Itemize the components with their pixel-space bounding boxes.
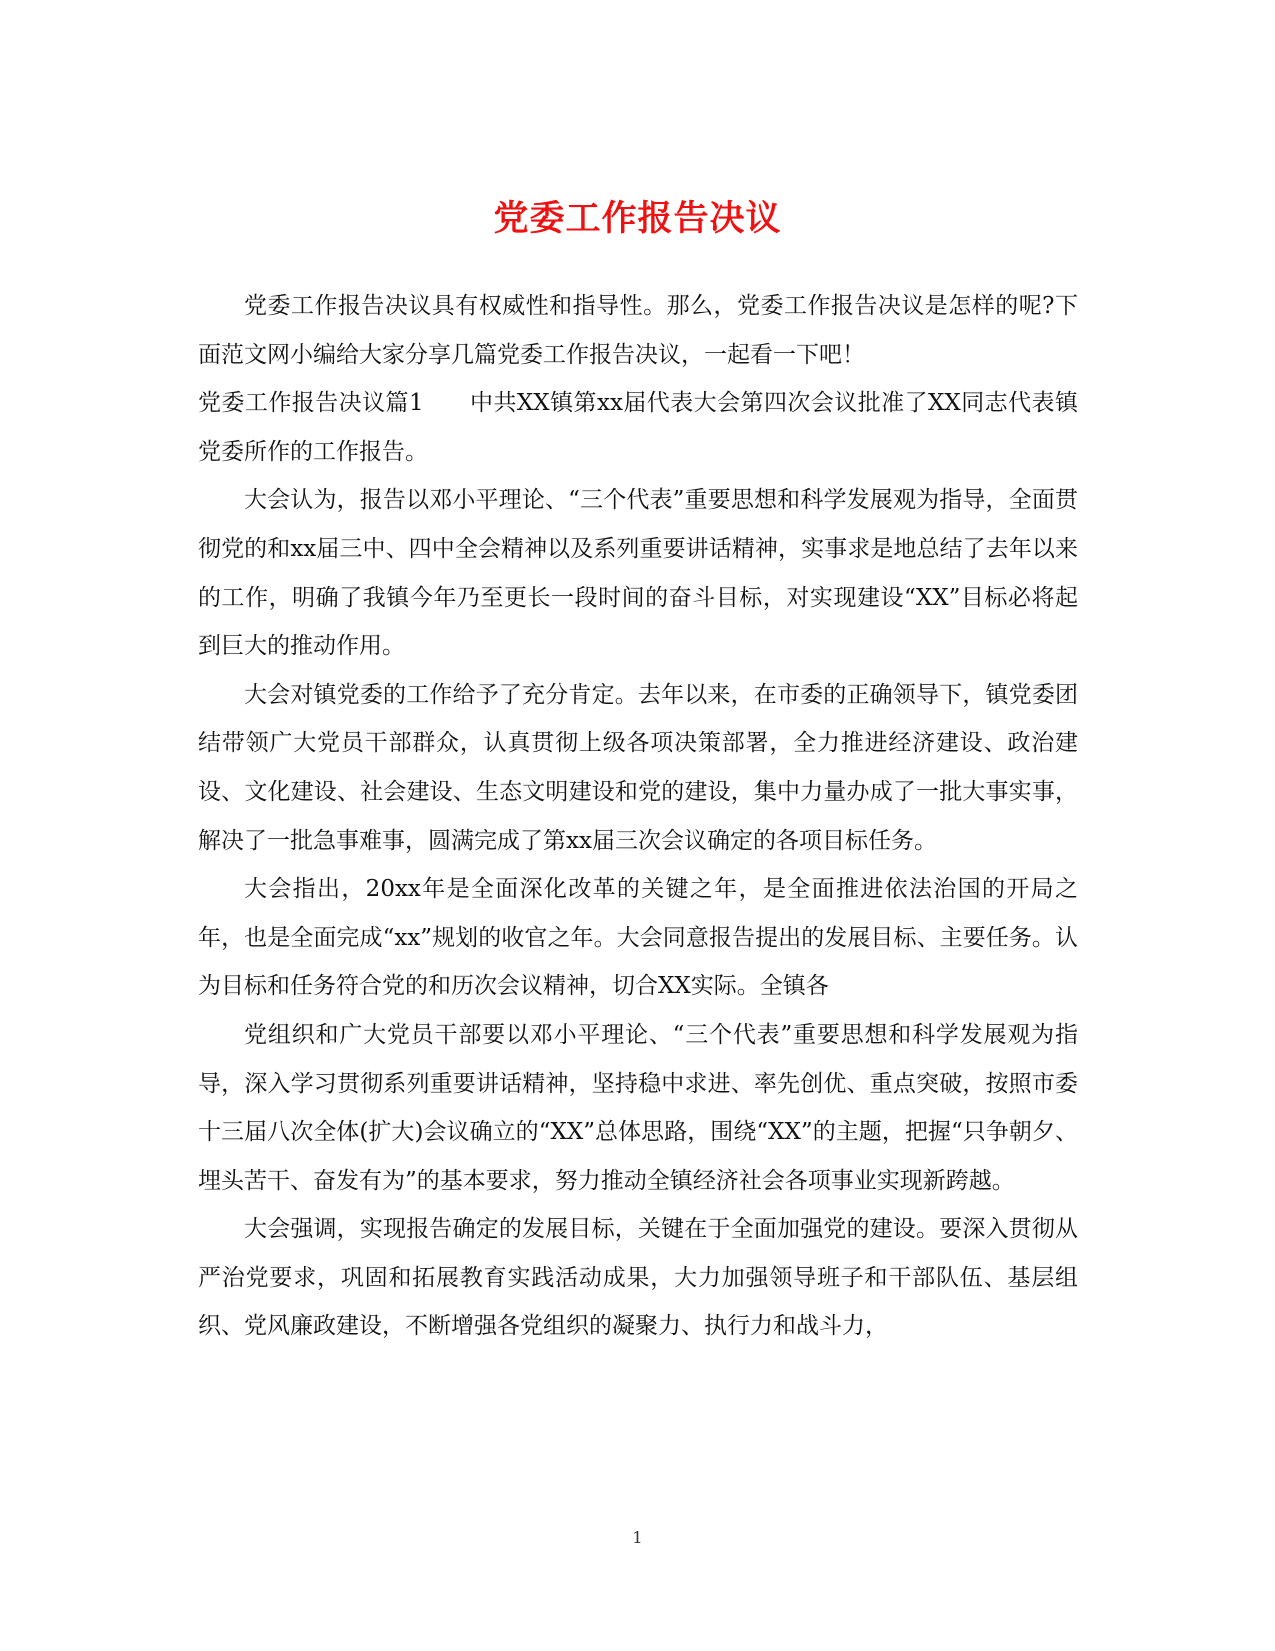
body-paragraph-2: 大会对镇党委的工作给予了充分肯定。去年以来，在市委的正确领导下，镇党委团结带领广大党员干部群众，认真贯彻上级各项决策部署，全力推进经济建设、政治建设、文化建设、社会建设、生态文明建设和党的建设，集中力量办成了一批大事实事，解决了一批急事难事，圆满完成了第xx届三次会议确定的各项目标任务。 xyxy=(198,681,1078,854)
body-paragraph-3: 大会指出，20xx年是全面深化改革的关键之年，是全面推进依法治国的开局之年，也是全面完成“xx”规划的收官之年。大会同意报告提出的发展目标、主要任务。认为目标和任务符合党的和历次会议精神，切合XX实际。全镇各 xyxy=(198,876,1078,1000)
body-paragraph-4: 党组织和广大党员干部要以邓小平理论、“三个代表”重要思想和科学发展观为指导，深入学习贯彻系列重要讲话精神，坚持稳中求进、率先创优、重点突破，按照市委十三届八次全体(扩大)会议确立的“XX”总体思路，围绕“XX”的主题，把握“只争朝夕、埋头苦干、奋发有为”的基本要求，努力推动全镇经济社会各项事业实现新跨越。 xyxy=(198,1021,1078,1194)
body-paragraph-1: 大会认为，报告以邓小平理论、“三个代表”重要思想和科学发展观为指导，全面贯彻党的和xx届三中、四中全会精神以及系列重要讲话精神，实事求是地总结了去年以来的工作，明确了我镇今年乃至更长一段时间的奋斗目标，对实现建设“XX”目标必将起到巨大的推动作用。 xyxy=(198,487,1078,660)
intro-paragraph: 党委工作报告决议具有权威性和指导性。那么，党委工作报告决议是怎样的呢?下面范文网小编给大家分享几篇党委工作报告决议，一起看一下吧！ xyxy=(198,293,1078,368)
document-title: 党委工作报告决议 xyxy=(493,198,782,240)
section-heading: 党委工作报告决议篇1 xyxy=(198,390,424,417)
document-body xyxy=(198,282,1078,1351)
section-first-line: 中共XX镇第xx届代表大会第四次会议批准了XX同志代表镇党委所作的工作报告。 xyxy=(198,390,1078,465)
body-paragraph-5: 大会强调，实现报告确定的发展目标，关键在于全面加强党的建设。要深入贯彻从严治党要求，巩固和拓展教育实践活动成果，大力加强领导班子和干部队伍、基层组织、党风廉政建设，不断增强各党组织的凝聚力、执行力和战斗力， xyxy=(198,1216,1078,1340)
page-number: 1 xyxy=(632,1528,643,1547)
section-paragraph xyxy=(198,379,1078,476)
